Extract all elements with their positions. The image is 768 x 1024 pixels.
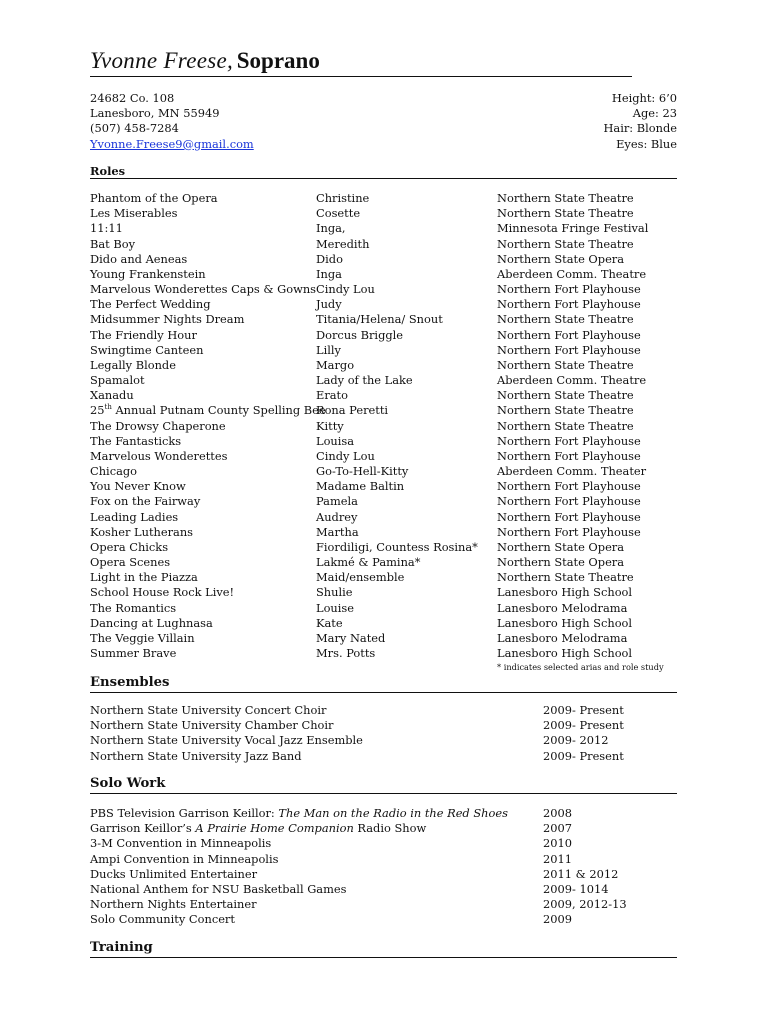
role-row [90, 555, 690, 570]
role-row [90, 373, 690, 388]
solo-work-years: 2008 [543, 806, 572, 820]
role-company: Aberdeen Comm. Theater [497, 464, 647, 479]
ensemble-name: Northern State University Vocal Jazz Ensemble [90, 733, 363, 748]
role-row [90, 191, 690, 206]
role-row [90, 282, 690, 297]
role-row [90, 403, 690, 418]
ensemble-row [90, 749, 690, 764]
solo-work-title [90, 912, 235, 927]
ensemble-row [90, 718, 690, 733]
role-company: Northern State Theatre [497, 191, 634, 205]
role-character: Cosette [316, 206, 361, 221]
address-line-2: Lanesboro, MN 55949 [90, 106, 220, 121]
solo-work-text-suffix: Radio Show [353, 821, 427, 836]
role-row [90, 237, 690, 252]
training-heading: Training [90, 940, 677, 958]
role-character: Madame Baltin [316, 479, 405, 494]
ensembles-list [90, 703, 690, 764]
role-show: Dido and Aeneas [90, 251, 188, 266]
role-row [90, 267, 690, 282]
role-company: Northern State Theatre [497, 403, 634, 418]
role-character: Mary Nated [316, 630, 386, 645]
role-character: Audrey [316, 509, 358, 524]
role-character: Judy [316, 297, 342, 312]
role-company: Aberdeen Comm. Theatre [497, 373, 647, 388]
role-show: The Fantasticks [90, 433, 182, 448]
role-row [90, 464, 690, 479]
address-line-1: 24682 Co. 108 [90, 91, 175, 105]
solo-work-years: 2010 [543, 836, 572, 851]
role-company: Northern Fort Playhouse [497, 327, 641, 342]
role-row [90, 570, 690, 585]
role-show: Leading Ladies [90, 509, 179, 524]
role-company: Northern Fort Playhouse [497, 342, 641, 357]
role-company: Northern Fort Playhouse [497, 524, 641, 539]
solo-work-row [90, 806, 690, 821]
role-character: Kate [316, 615, 343, 630]
ensembles-heading: Ensembles [90, 675, 677, 693]
role-row [90, 646, 690, 661]
role-show: Spamalot [90, 373, 145, 388]
role-character: Christine [316, 191, 370, 205]
role-character: Rona Peretti [316, 403, 389, 418]
role-row [90, 358, 690, 373]
role-company: Northern State Opera [497, 555, 625, 570]
solo-work-title [90, 882, 347, 897]
ensemble-years: 2009- 2012 [543, 733, 609, 748]
ensemble-years: 2009- Present [543, 718, 624, 733]
role-character: Martha [316, 524, 359, 539]
solo-work-title [90, 897, 257, 912]
role-show: Marvelous Wonderettes Caps & Gowns [90, 282, 316, 297]
role-character: Shulie [316, 585, 353, 600]
role-character: Dorcus Briggle [316, 327, 404, 342]
performer-name: Yvonne Freese [90, 48, 227, 73]
role-character: Inga [316, 266, 342, 281]
role-row [90, 494, 690, 509]
solo-work-years: 2011 & 2012 [543, 866, 619, 881]
role-show: Opera Chicks [90, 539, 169, 554]
role-show: Swingtime Canteen [90, 342, 204, 357]
role-show: Phantom of the Opera [90, 191, 218, 205]
role-character: Louise [316, 600, 354, 615]
role-character: Meredith [316, 236, 370, 251]
role-character: Mrs. Potts [316, 646, 376, 661]
solo-work-years: 2007 [543, 821, 572, 836]
solo-work-title [90, 867, 257, 882]
solo-work-years: 2009- 1014 [543, 881, 609, 896]
solo-work-row [90, 852, 690, 867]
role-character: Cindy Lou [316, 448, 375, 463]
role-show: Summer Brave [90, 646, 177, 661]
solo-work-row [90, 867, 690, 882]
role-show: Fox on the Fairway [90, 494, 201, 509]
role-company: Northern Fort Playhouse [497, 509, 641, 524]
ensemble-name: Northern State University Chamber Choir [90, 718, 334, 733]
role-show: The Drowsy Chaperone [90, 418, 226, 433]
solo-work-row [90, 912, 690, 927]
role-show: 11:11 [90, 221, 123, 236]
role-character: Cindy Lou [316, 282, 375, 297]
solo-work-row [90, 882, 690, 897]
role-row [90, 434, 690, 449]
role-show: Les Miserables [90, 206, 178, 221]
solo-work-text: Garrison Keillor’s [90, 821, 196, 836]
role-row [90, 206, 690, 221]
role-character: Pamela [316, 494, 358, 509]
role-show: Midsummer Nights Dream [90, 312, 245, 327]
role-character: Kitty [316, 418, 344, 433]
role-company: Lanesboro High School [497, 646, 633, 661]
role-row [90, 525, 690, 540]
solo-work-row [90, 836, 690, 851]
role-character: Lady of the Lake [316, 373, 413, 388]
role-row [90, 312, 690, 327]
role-row [90, 388, 690, 403]
role-show: The Romantics [90, 600, 177, 615]
stats-block [603, 91, 677, 152]
solo-work-italic-title: A Prairie Home Companion [195, 821, 354, 836]
role-row [90, 449, 690, 464]
eyes-stat: Eyes: Blue [616, 136, 677, 151]
role-company: Northern Fort Playhouse [497, 297, 641, 312]
role-show: School House Rock Live! [90, 585, 235, 600]
role-show: Legally Blonde [90, 357, 176, 372]
role-row [90, 585, 690, 600]
role-row [90, 252, 690, 267]
role-show: Marvelous Wonderettes [90, 448, 228, 463]
ensemble-row [90, 703, 690, 718]
role-company: Northern State Theatre [497, 357, 634, 372]
role-character: Margo [316, 357, 355, 372]
role-show: Xanadu [90, 388, 134, 403]
solo-work-years: 2009, 2012-13 [543, 897, 627, 912]
solo-work-italic-title: The Man on the Radio in the Red Shoes [278, 806, 508, 820]
ensemble-name: Northern State University Jazz Band [90, 748, 302, 763]
role-show: Chicago [90, 464, 138, 479]
role-row [90, 631, 690, 646]
solo-work-text: 3-M Convention in Minneapolis [90, 836, 272, 851]
role-company: Lanesboro High School [497, 585, 633, 600]
role-row [90, 601, 690, 616]
role-row [90, 616, 690, 631]
role-row [90, 419, 690, 434]
ensemble-row [90, 733, 690, 748]
solo-work-list [90, 806, 690, 928]
role-character: Go-To-Hell-Kitty [316, 464, 409, 479]
roles-footnote: * indicates selected arias and role study [497, 662, 664, 672]
ensemble-name: Northern State University Concert Choir [90, 703, 327, 717]
role-row [90, 297, 690, 312]
role-show: Kosher Lutherans [90, 524, 194, 539]
role-show: You Never Know [90, 479, 186, 494]
role-company: Northern State Theatre [497, 236, 634, 251]
role-row [90, 343, 690, 358]
role-show: Opera Scenes [90, 555, 171, 570]
role-company: Northern State Theatre [497, 570, 634, 585]
role-row [90, 540, 690, 555]
solo-work-text: National Anthem for NSU Basketball Games [90, 881, 347, 896]
role-company: Aberdeen Comm. Theatre [497, 266, 647, 281]
roles-heading: Roles [90, 164, 677, 179]
role-character: Lakmé & Pamina* [316, 555, 421, 570]
role-company: Northern Fort Playhouse [497, 494, 641, 509]
solo-work-text: Ampi Convention in Minneapolis [90, 851, 279, 866]
role-company: Lanesboro Melodrama [497, 630, 628, 645]
solo-work-title [90, 821, 426, 836]
role-character: Dido [316, 251, 343, 266]
solo-work-text: PBS Television Garrison Keillor: [90, 806, 279, 820]
role-company: Minnesota Fringe Festival [497, 221, 649, 236]
solo-work-text: Solo Community Concert [90, 912, 235, 927]
ensemble-years: 2009- Present [543, 703, 624, 717]
role-show: Dancing at Lughnasa [90, 615, 213, 630]
role-show: Young Frankenstein [90, 266, 206, 281]
height-stat: Height: 6’0 [611, 91, 677, 105]
role-row [90, 328, 690, 343]
solo-work-title [90, 806, 508, 821]
contact-block [90, 91, 254, 152]
role-show: 25th Annual Putnam County Spelling Bee [90, 403, 326, 418]
solo-work-years: 2011 [543, 851, 572, 866]
role-show: The Perfect Wedding [90, 297, 211, 312]
role-company: Northern State Theatre [497, 388, 634, 403]
solo-work-row [90, 897, 690, 912]
solo-work-heading: Solo Work [90, 776, 677, 794]
role-company: Northern State Opera [497, 539, 625, 554]
hair-stat: Hair: Blonde [603, 121, 677, 136]
role-row [90, 479, 690, 494]
role-company: Northern State Opera [497, 251, 625, 266]
role-company: Lanesboro Melodrama [497, 600, 628, 615]
role-company: Northern State Theatre [497, 206, 634, 221]
solo-work-years: 2009 [543, 912, 572, 927]
solo-work-text: Ducks Unlimited Entertainer [90, 866, 258, 881]
role-company: Northern State Theatre [497, 418, 634, 433]
voice-type: Soprano [236, 48, 320, 73]
role-company: Northern Fort Playhouse [497, 448, 641, 463]
solo-work-row [90, 821, 690, 836]
role-company: Northern Fort Playhouse [497, 282, 641, 297]
role-character: Erato [316, 388, 348, 403]
role-character: Fiordiligi, Countess Rosina* [316, 539, 478, 554]
age-stat: Age: 23 [632, 106, 677, 121]
solo-work-text: Northern Nights Entertainer [90, 897, 257, 912]
solo-work-title [90, 836, 271, 851]
role-show: The Veggie Villain [90, 630, 195, 645]
phone-number: (507) 458-7284 [90, 121, 179, 136]
role-character: Lilly [316, 342, 341, 357]
role-show: Bat Boy [90, 236, 136, 251]
role-row [90, 221, 690, 236]
role-character: Titania/Helena/ Snout [316, 312, 443, 327]
role-row [90, 510, 690, 525]
email-link[interactable]: Yvonne.Freese9@gmail.com [90, 136, 254, 151]
role-company: Northern Fort Playhouse [497, 479, 641, 494]
solo-work-title [90, 852, 278, 867]
role-show: The Friendly Hour [90, 327, 197, 342]
name-comma: , [226, 48, 233, 73]
role-show: Light in the Piazza [90, 570, 198, 585]
roles-table [90, 191, 690, 661]
role-character: Louisa [316, 433, 355, 448]
role-company: Lanesboro High School [497, 615, 633, 630]
role-character: Maid/ensemble [316, 570, 405, 585]
role-company: Northern Fort Playhouse [497, 433, 641, 448]
role-company: Northern State Theatre [497, 312, 634, 327]
role-character: Inga, [316, 221, 346, 236]
name-header [90, 48, 632, 77]
ensemble-years: 2009- Present [543, 748, 624, 763]
